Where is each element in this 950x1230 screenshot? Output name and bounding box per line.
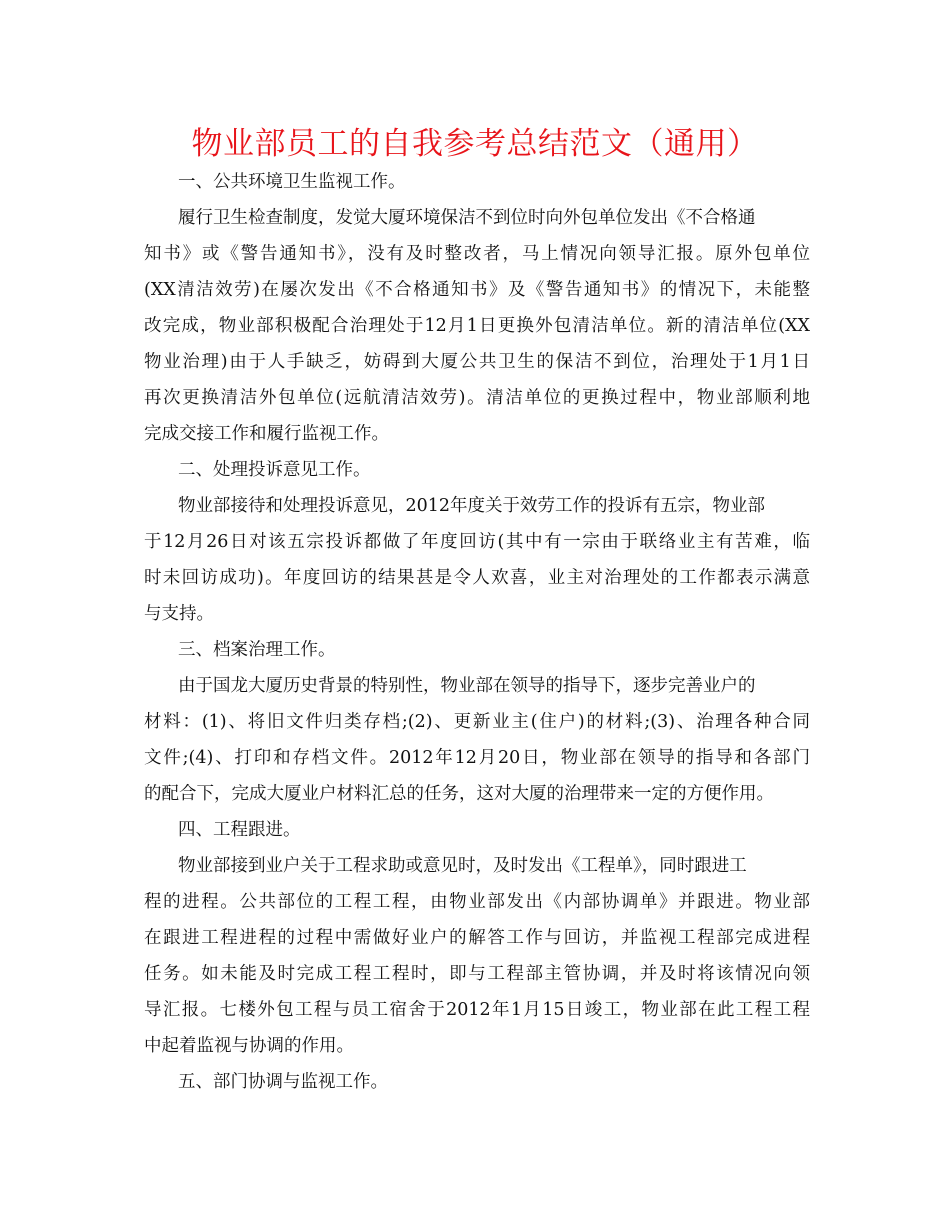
paragraph-line: 改完成，物业部积极配合治理处于12月1日更换外包清洁单位。新的清洁单位(XX: [144, 316, 810, 336]
paragraph-line: 物业部接待和处理投诉意见，2012年度关于效劳工作的投诉有五宗，物业部: [178, 496, 766, 516]
document-title: 物业部员工的自我参考总结范文（通用）: [191, 126, 759, 162]
paragraph-line: 中起着监视与协调的作用。: [144, 1036, 354, 1056]
paragraph-line: 文件;(4)、打印和存档文件。2012年12月20日，物业部在领导的指导和各部门: [144, 748, 810, 768]
paragraph-line: 任务。如未能及时完成工程工程时，即与工程部主管协调，并及时将该情况向领: [144, 964, 810, 984]
paragraph-line: 时未回访成功)。年度回访的结果甚是令人欢喜，业主对治理处的工作都表示满意: [144, 568, 810, 588]
paragraph-line: 由于国龙大厦历史背景的特别性，物业部在领导的指导下，逐步完善业户的: [178, 676, 756, 696]
section-heading-5: 五、部门协调与监视工作。: [178, 1072, 388, 1092]
paragraph-line: 材料：(1)、将旧文件归类存档;(2)、更新业主(住户)的材料;(3)、治理各种合同: [144, 712, 810, 732]
paragraph-line: (XX清洁效劳)在屡次发出《不合格通知书》及《警告通知书》的情况下，未能整: [144, 280, 810, 300]
section-heading-3: 三、档案治理工作。: [178, 640, 336, 660]
section-heading-1: 一、公共环境卫生监视工作。: [178, 172, 406, 192]
paragraph-line: 于12月26日对该五宗投诉都做了年度回访(其中有一宗由于联络业主有苦难，临: [144, 532, 810, 552]
paragraph-line: 知书》或《警告通知书》，没有及时整改者，马上情况向领导汇报。原外包单位: [144, 244, 810, 264]
paragraph-line: 在跟进工程进程的过程中需做好业户的解答工作与回访，并监视工程部完成进程: [144, 928, 810, 948]
paragraph-line: 再次更换清洁外包单位(远航清洁效劳)。清洁单位的更换过程中，物业部顺利地: [144, 388, 810, 408]
paragraph-line: 的配合下，完成大厦业户材料汇总的任务，这对大厦的治理带来一定的方便作用。: [144, 784, 774, 804]
paragraph-line: 程的进程。公共部位的工程工程，由物业部发出《内部协调单》并跟进。物业部: [144, 892, 810, 912]
section-heading-4: 四、工程跟进。: [178, 820, 301, 840]
section-heading-2: 二、处理投诉意见工作。: [178, 460, 371, 480]
paragraph-line: 导汇报。七楼外包工程与员工宿舍于2012年1月15日竣工，物业部在此工程工程: [144, 1000, 810, 1020]
paragraph-line: 履行卫生检查制度，发觉大厦环境保洁不到位时向外包单位发出《不合格通: [178, 208, 756, 228]
paragraph-line: 完成交接工作和履行监视工作。: [144, 424, 389, 444]
paragraph-line: 物业部接到业户关于工程求助或意见时，及时发出《工程单》，同时跟进工: [178, 856, 747, 876]
paragraph-line: 与支持。: [144, 604, 214, 624]
paragraph-line: 物业治理)由于人手缺乏，妨碍到大厦公共卫生的保洁不到位，治理处于1月1日: [144, 352, 810, 372]
